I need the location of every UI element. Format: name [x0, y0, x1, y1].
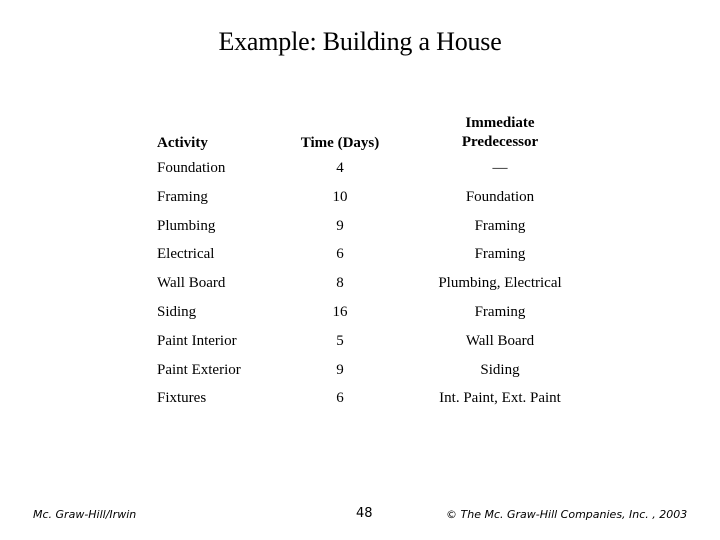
predecessor-cell: Framing — [474, 246, 526, 262]
time-cell: 4 — [336, 160, 344, 176]
activity-cell: Paint Interior — [157, 333, 237, 349]
predecessor-cell: Wall Board — [465, 333, 535, 349]
predecessor-cell: Framing — [474, 304, 526, 320]
activity-cell: Siding — [157, 304, 197, 320]
table-row — [0, 390, 720, 410]
activity-cell: Electrical — [157, 246, 215, 262]
predecessor-cell: Framing — [474, 218, 526, 234]
activity-cell: Fixtures — [157, 390, 207, 406]
time-cell: 8 — [336, 275, 344, 291]
table-row — [0, 218, 720, 238]
table-row — [0, 275, 720, 295]
activity-cell: Wall Board — [157, 275, 226, 291]
slide-title: Example: Building a House — [218, 27, 502, 56]
time-cell: 5 — [336, 333, 344, 349]
header-predecessor-line2: Predecessor — [461, 134, 539, 150]
time-cell: 9 — [336, 218, 344, 234]
footer-publisher: Mc. Graw-Hill/Irwin — [33, 508, 137, 521]
time-cell: 10 — [332, 189, 348, 205]
time-cell: 9 — [336, 362, 344, 378]
page-number: 48 — [356, 506, 373, 521]
time-cell: 6 — [336, 246, 344, 262]
header-activity: Activity — [157, 135, 208, 151]
table-row — [0, 246, 720, 266]
predecessor-cell: Foundation — [465, 189, 535, 205]
predecessor-cell: — — [492, 160, 508, 176]
header-predecessor-line1: Immediate — [465, 115, 535, 131]
time-cell: 16 — [332, 304, 348, 320]
predecessor-cell: Siding — [480, 362, 520, 378]
activity-cell: Plumbing — [157, 218, 216, 234]
table-row — [0, 160, 720, 180]
predecessor-cell: Int. Paint, Ext. Paint — [439, 390, 561, 406]
header-time: Time (Days) — [300, 135, 380, 151]
footer-copyright: © The Mc. Graw-Hill Companies, Inc. , 2003 — [446, 508, 688, 521]
header-predecessor — [425, 114, 575, 152]
predecessor-cell: Plumbing, Electrical — [438, 275, 562, 291]
activity-cell: Foundation — [157, 160, 226, 176]
time-cell: 6 — [336, 390, 344, 406]
activity-cell: Paint Exterior — [157, 362, 241, 378]
table-row — [0, 304, 720, 324]
activity-cell: Framing — [157, 189, 208, 205]
table-row — [0, 189, 720, 209]
table-row — [0, 362, 720, 382]
table-row — [0, 333, 720, 353]
